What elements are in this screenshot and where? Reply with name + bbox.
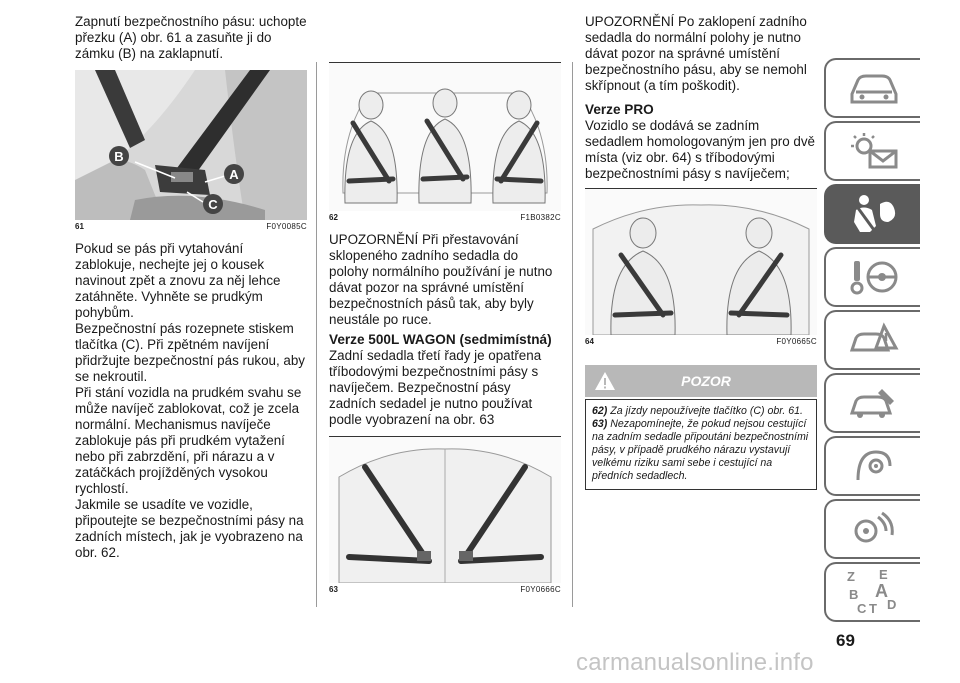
figure-62 <box>329 63 561 211</box>
index-letter: B <box>849 587 859 602</box>
seatbelt-airbag-icon <box>846 192 900 236</box>
figure-64 <box>585 189 817 335</box>
warning-title: POZOR <box>681 373 731 389</box>
technical-data-icon <box>846 446 900 486</box>
paragraph: Zapnutí bezpečnostního pásu: uchopte přezku (A) obr. 61 a zasuňte ji do zámku (B) na zaklapnutí. <box>75 14 307 61</box>
column-2 <box>329 62 561 604</box>
tab-technical-data[interactable] <box>824 436 920 496</box>
warning-box <box>585 399 817 490</box>
index-letter: D <box>887 597 897 612</box>
tab-index[interactable] <box>824 562 920 622</box>
index-letter: C <box>857 601 867 616</box>
figure-number: 64 <box>585 337 594 346</box>
warning-lights-icon <box>846 131 900 171</box>
column-divider <box>572 62 573 607</box>
tab-dashboard[interactable] <box>824 58 920 118</box>
column-3 <box>585 14 817 490</box>
figure-63-caption <box>329 585 561 595</box>
figure-number: 62 <box>329 213 338 222</box>
chapter-tabs <box>824 58 920 625</box>
figure-number: 63 <box>329 585 338 594</box>
page-number: 69 <box>836 631 855 650</box>
figure-code: F1B0382C <box>520 213 561 222</box>
warning-item-number: 63) <box>592 418 608 430</box>
section-heading: Verze PRO <box>585 102 654 117</box>
index-letter: Z <box>847 569 855 584</box>
paragraph: Bezpečnostní pás rozepnete stiskem tlačítka (C). Při zpětném navíjení přidržujte bezpečnostní pás rukou, aby se nekroutil. <box>75 321 306 384</box>
paragraph: Při stání vozidla na prudkém svahu se může navíječ zablokovat, což je zcela normální. Mechanismus navíječe zablokuje pás při prudkém vytažení nebo při zabrzdění, při nárazu a v zatáčkách projížděných vysokou rychlostí. <box>75 385 302 496</box>
tab-warning-lights[interactable] <box>824 121 920 181</box>
paragraph: Zadní sedadla třetí řady je opatřena tříbodovými bezpečnostními pásy s navíječem. Bezpečnostní pásy zadních sedadel je nutno používat podle vyobrazení na obr. 63 <box>329 348 542 427</box>
callout-b-label: B <box>114 149 124 164</box>
figure-62-caption <box>329 213 561 223</box>
index-letter: T <box>869 601 877 616</box>
figure-code: F0Y0666C <box>520 585 561 594</box>
column-1 <box>75 14 307 561</box>
figure-63 <box>329 437 561 583</box>
watermark: carmanualsonline.info <box>576 649 814 676</box>
figure-64-caption <box>585 337 817 347</box>
two-seat-belts-illustration <box>585 189 817 335</box>
paragraph: Jakmile se usadíte ve vozidle, připoutejte se bezpečnostními pásy na zadních místech, jak je vyobrazeno na obr. 62. <box>75 497 304 560</box>
index-letter: E <box>879 567 888 582</box>
seatbelt-buckle-illustration <box>75 70 307 220</box>
warning-item-text: Za jízdy nepoužívejte tlačítko (C) obr. 61. <box>610 405 804 417</box>
warning-triangle-icon <box>585 371 625 391</box>
warning-item <box>592 418 810 483</box>
index-letter: A <box>875 581 888 601</box>
figure-61 <box>75 70 307 220</box>
paragraph: Vozidlo se dodává se zadním sedadlem homologovaným jen pro dvě místa (viz obr. 64) s tříbodovými bezpečnostními pásy s navíječem; <box>585 118 816 181</box>
paragraph: UPOZORNĚNÍ Po zaklopení zadního sedadla do normální polohy je nutno dávat pozor na správné umístění bezpečnostního pásu, aby se nemohl skřípnout (a tím poškodit). <box>585 14 807 93</box>
maintenance-icon <box>846 383 900 423</box>
paragraph: UPOZORNĚNÍ Při přestavování sklopeného zadního sedadla do polohy normálního používání je nutno dávat pozor na správné umístění bezpečnostních pásů tak, aby byly neustále po ruce. <box>329 232 553 327</box>
tab-emergency[interactable] <box>824 310 920 370</box>
tab-safety[interactable] <box>824 184 920 244</box>
index-icon <box>843 567 903 617</box>
column-divider <box>316 62 317 607</box>
emergency-icon <box>846 320 900 360</box>
callout-c-label: C <box>208 197 218 212</box>
figure-code: F0Y0665C <box>776 337 817 346</box>
tab-multimedia[interactable] <box>824 499 920 559</box>
warning-item-number: 62) <box>592 405 608 417</box>
dashboard-car-icon <box>846 68 900 108</box>
tab-starting-driving[interactable] <box>824 247 920 307</box>
callout-a-label: A <box>229 167 239 182</box>
section-heading: Verze 500L WAGON (sedmimístná) <box>329 332 552 347</box>
warning-item <box>592 405 810 418</box>
warning-header <box>585 365 817 397</box>
figure-code: F0Y0085C <box>266 222 307 231</box>
third-row-belts-illustration <box>329 437 561 583</box>
key-steering-icon <box>846 257 900 297</box>
tab-maintenance[interactable] <box>824 373 920 433</box>
three-seat-belts-illustration <box>329 63 561 211</box>
figure-number: 61 <box>75 222 84 231</box>
warning-item-text: Nezapomínejte, že pokud nejsou cestující na zadním sedadle připoutáni bezpečnostními pásy, v případě prudkého nárazu vystavují velkému riziku sami sebe i cestující na předních sedadlech. <box>592 418 809 482</box>
multimedia-icon <box>846 509 900 549</box>
paragraph: Pokud se pás při vytahování zablokuje, nechejte jej o kousek navinout zpět a znovu za něj lehce zatáhněte. Vyhněte se prudkým pohybům. <box>75 241 281 320</box>
figure-61-caption <box>75 222 307 232</box>
